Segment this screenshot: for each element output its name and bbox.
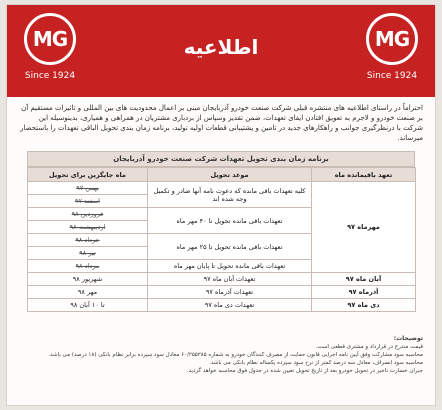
header-banner	[7, 5, 435, 97]
month-cell: دی ماه ۹۷	[312, 299, 416, 312]
table-row	[28, 286, 416, 299]
mg-logo-text: MG	[374, 27, 410, 51]
replacement-cell: مهر ۹۸	[28, 286, 148, 299]
page-title: اطلاعیه	[183, 35, 259, 59]
month-cell: آذرماه ۹۷	[312, 286, 416, 299]
note-item: جبران خسارت تاخیر در تحویل خودرو بعد از تاریخ تحویل تعیین شده در جدول فوق محاسبه خواهد گردید.	[186, 368, 423, 374]
replacement-cell: شهریور ۹۸	[28, 273, 148, 286]
replacement-cell: اسفند ۹۷	[28, 195, 148, 208]
mg-logo-text: MG	[32, 27, 68, 51]
table-row	[28, 182, 416, 195]
delivery-desc-cell: تعهدات دی ماه ۹۷	[148, 299, 312, 312]
schedule-table-container	[27, 151, 415, 312]
table-header-row	[28, 168, 416, 182]
column-header: ماه جایگزین برای تحویل	[28, 168, 148, 182]
schedule-table	[27, 167, 416, 312]
notes-title: توضیحات:	[393, 335, 423, 342]
delivery-desc-cell: کلیه تعهدات باقی مانده که دعوت نامه آنها صادر و تکمیل وجه شده اند	[148, 182, 312, 208]
replacement-cell: مرداد ۹۸	[28, 260, 148, 273]
since-label-left: Since 1924	[24, 71, 76, 81]
announcement-page	[6, 4, 436, 406]
replacement-cell: فروردین ۹۸	[28, 208, 148, 221]
delivery-desc-cell: تعهدات آذرماه ۹۷	[148, 286, 312, 299]
replacement-cell: خرداد ۹۸	[28, 234, 148, 247]
delivery-desc-cell: تعهدات آبان ماه ۹۷	[148, 273, 312, 286]
note-item: محاسبه سود مشارکت وفق آیین نامه اجرایی قانون حمایت از مصرف کنندگان خودرو به شماره ۶۰/۲۵۵۲۸۵ معادل سود سپرده برابر نظام بانکی (۱۸ درصد) می باشد.	[48, 352, 423, 358]
delivery-desc-cell: تعهدات باقی مانده تحویل تا ۲۵ مهر ماه	[148, 234, 312, 260]
notes-section	[19, 335, 423, 375]
replacement-cell: بهمن ۹۷	[28, 182, 148, 195]
column-header: موعد تحویل	[148, 168, 312, 182]
replacement-cell: اردیبهشت ۹۸	[28, 221, 148, 234]
since-label-right: Since 1924	[366, 71, 418, 81]
column-header: تعهد باقیمانده ماه	[312, 168, 416, 182]
replacement-cell: تیر ۹۸	[28, 247, 148, 260]
note-item: محاسبه سود انصراف، معادل سه درصد کمتر از نرخ سود سپرده یکساله نظام بانکی می باشد.	[209, 360, 423, 366]
mg-logo-right	[363, 13, 421, 81]
intro-paragraph: احتراماً در راستای اطلاعیه های منتشره قبلی شرکت صنعت خودرو آذربایجان مبنی بر اعمال محدودیت های بین المللی و تاثیرات مستقیم آن بر صنعت خودرو و لاجرم به تعویق افتادن ایفای تعهدات، ضمن تقدیر وسپاس از بردباری مشتریان در همراهی و همیاری، بدینوسیله این شرکت با درنظرگیری جوانب و راهکارهای جدید در تامین و پشتیبانی قطعات اولیه تولید، برنامه زمان بندی تحویل الباقی تعهدات را باستحضار میرساند.	[20, 104, 423, 142]
delivery-desc-cell: تعهدات باقی مانده تحویل تا ۴۰ مهر ماه	[148, 208, 312, 234]
replacement-cell: تا ۱۰ آبان ۹۸	[28, 299, 148, 312]
month-cell: مهرماه ۹۷	[312, 182, 416, 273]
note-item: قیمت مندرج در قرارداد و مشتری قطعی است.	[315, 344, 423, 350]
month-cell: آبان ماه ۹۷	[312, 273, 416, 286]
table-row	[28, 273, 416, 286]
table-title: برنامه زمان بندی تحویل تعهدات شرکت صنعت خودرو آذربایجان	[27, 151, 415, 167]
table-row	[28, 299, 416, 312]
delivery-desc-cell: تعهدات باقی مانده تحویل تا پایان مهر ماه	[148, 260, 312, 273]
